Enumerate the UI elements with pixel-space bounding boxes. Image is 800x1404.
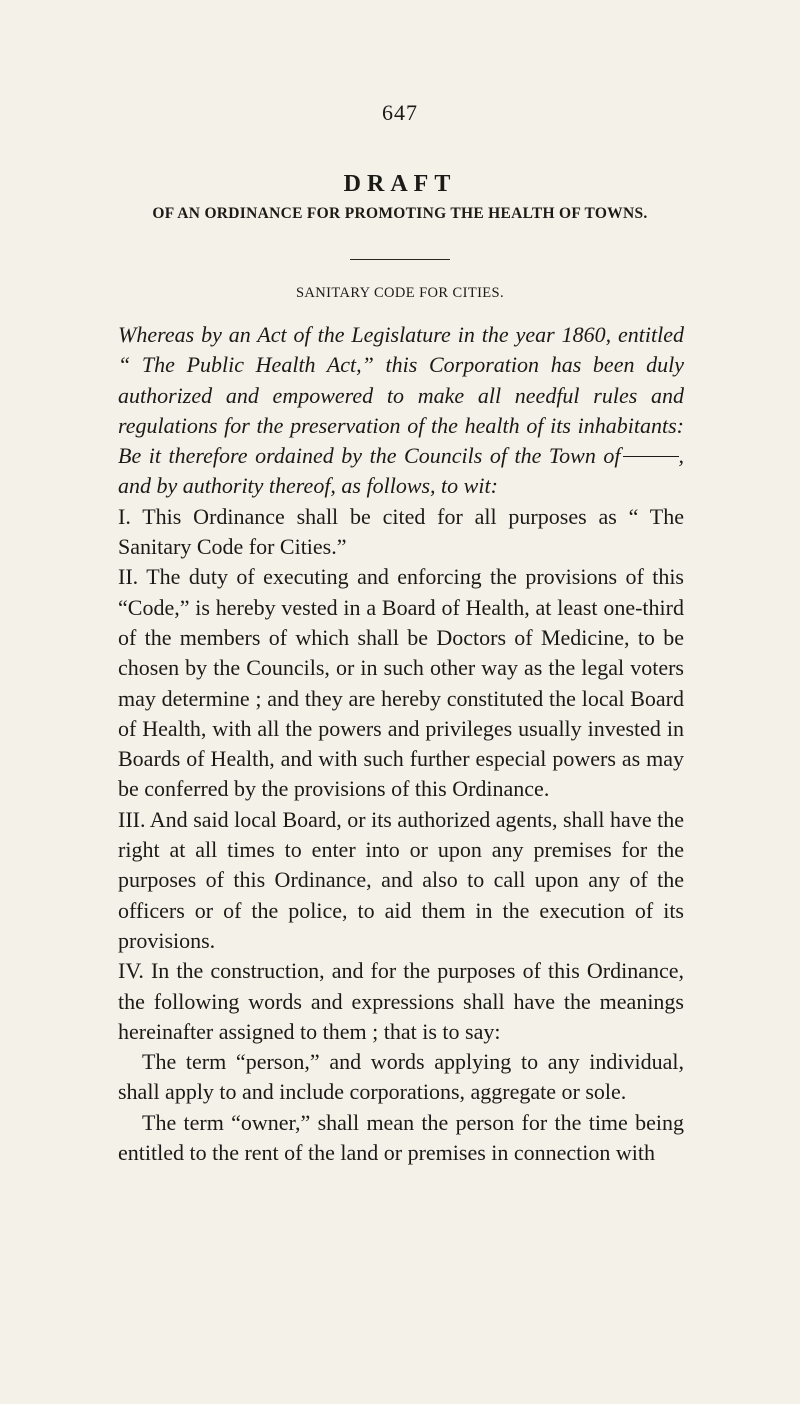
paragraph-section-1: I. This Ordinance shall be cited for all purposes as “ The Sanitary Code for Cities.” [118,503,684,560]
paragraph-section-4: IV. In the construction, and for the purposes of this Ordinance, the following words and expressions shall have the meanings hereinafter assigned to them ; that is to say: [118,958,684,1044]
page-subtitle: OF AN ORDINANCE FOR PROMOTING THE HEALTH OF TOWNS. [152,205,648,222]
body-text [118,320,684,1168]
divider-rule [350,259,450,260]
section-heading: SANITARY CODE FOR CITIES. [295,285,505,301]
page-title: DRAFT [343,171,457,197]
paragraph-section-3: III. And said local Board, or its authorized agents, shall have the right at all times to enter into or upon any premises for the purposes of this Ordinance, and also to call upon any of the officers or of the police, to aid them in the execution of its provisions. [118,806,684,953]
town-name-blank [623,456,679,457]
preamble-paragraph [118,320,684,502]
definition-owner: The term “owner,” shall mean the person for the time being entitled to the rent of the land or premises in connection with [118,1109,684,1166]
preamble-text-end: , and by authority thereof, as follows, to wit: [118,443,684,499]
paragraph-section-2: II. The duty of executing and enforcing the provisions of this “Code,” is hereby vested in a Board of Health, at least one-third of the members of which shall be Doctors of Medicine, to be chosen by the Councils, or in such other way as the legal voters may determine ; and they are hereby constituted the local Board of Health, with all the powers and privileges usually invested in Boards of Health, and with such further especial powers as may be conferred by the provisions of this Ordinance. [118,564,684,802]
preamble-text-start: Whereas by an Act of the Legislature in the year 1860, entitled “ The Public Health Act,” this Corporation has been duly authorized and empowered to make all needful rules and regulations for the preservation of the health of its inhabitants: Be it therefore ordained by the Councils of the Town of [118,322,684,469]
page-number: 647 [382,100,418,125]
definition-person: The term “person,” and words applying to any individual, shall apply to and include corporations, aggregate or sole. [118,1049,684,1105]
